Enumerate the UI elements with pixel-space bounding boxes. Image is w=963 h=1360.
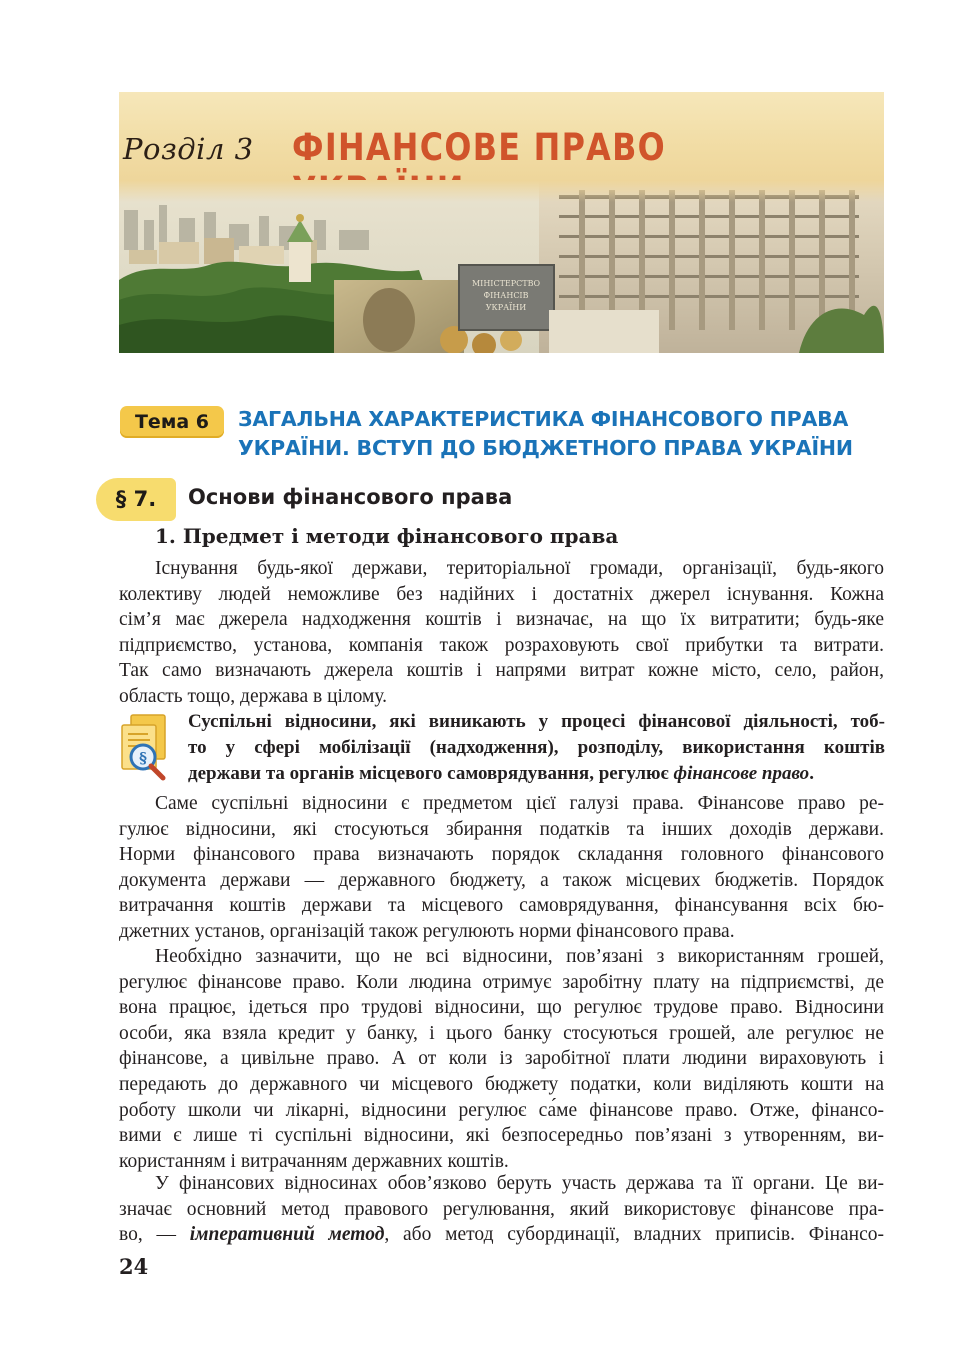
body-line: користанням і витрачанням державних коштів. (119, 1150, 509, 1172)
body-line: особи, яка взяла кредит у банку, і цього банку стосуються грошей, але регулює не (119, 1022, 884, 1044)
topic-title-line-1: ЗАГАЛЬНА ХАРАКТЕРИСТИКА ФІНАНСОВОГО ПРАВА (238, 407, 849, 431)
body-line: вона працює, ідеться про трудові відносини, що регулює трудове право. Відносини (119, 997, 884, 1019)
svg-text:§: § (139, 749, 147, 767)
body-line: документа держави — державного бюджету, а також місцевих бюджетів. Порядок (119, 869, 884, 891)
law-document-icon (119, 713, 175, 783)
paragraph-badge (96, 478, 176, 521)
chapter-title: ФІНАНСОВЕ ПРАВО (292, 126, 666, 169)
definition-line (188, 761, 885, 787)
body-line: Необхідно зазначити, що не всі відносини, пов’язані з використанням грошей, (155, 946, 884, 967)
body-line: Саме суспільні відносини є предметом цієї галузі права. Фінансове право ре- (155, 793, 884, 814)
section-heading: 1. Предмет і методи фінансового права (155, 524, 619, 548)
body-line: передають до державного чи місцевого бюджету податки, коли виділяють кошти на (119, 1074, 884, 1095)
body-line: гулює відносини, які стосуються збирання податків та інших доходів держави. (119, 818, 884, 840)
body-line: колективу людей неможливе без надійних і достатніх джерел існування. Кожна (119, 583, 884, 605)
sign-line-2: ФІНАНСІВ (483, 291, 529, 300)
paragraph-title: Основи фінансового права (188, 485, 513, 509)
body-line: підприємство, установа, компанія також розраховують свої прибутки та витрати. (119, 634, 884, 656)
body-line: значає основний метод правового регулювання, який використовує фінансове пра- (119, 1198, 884, 1220)
definition-end: . (809, 763, 814, 784)
body-line: Існування будь-якої держави, територіальної громади, організації, будь-якого (155, 558, 884, 579)
body-line: Норми фінансового права визначають порядок складання головного фінансового (119, 844, 884, 866)
body-line: витрачання коштів держави та місцевого самоврядування, фінансування всіх бю- (119, 895, 884, 917)
body-line: У фінансових відносинах обов’язково беруть участь держава та її органи. Це ви- (155, 1173, 884, 1194)
body-line (119, 1222, 884, 1248)
body-line: регулює фінансове право. Коли людина отримує заробітну плату на підприємстві, де (119, 971, 884, 993)
topic-badge-label: Тема 6 (134, 411, 210, 433)
definition-line: Суспільні відносини, які виникають у процесі фінансової діяльності, тоб- (188, 711, 885, 732)
chapter-banner (119, 92, 884, 353)
body-line: область тощо, держава в цілому. (119, 686, 388, 707)
banner-photo-collage (119, 180, 884, 353)
paragraph-number: § 7. (115, 487, 157, 511)
body-line: джетних установ, організацій також регулюють норми фінансового права. (119, 921, 735, 942)
topic-title (238, 405, 878, 463)
definition-block (188, 709, 885, 787)
body-text: во, — (119, 1224, 190, 1246)
definition-line: то у сфері мобілізації (надходження), розподілу, використання коштів (188, 737, 885, 758)
topic-title-line-2: УКРАЇНИ. ВСТУП ДО БЮДЖЕТНОГО ПРАВА УКРАЇНИ (238, 436, 853, 460)
method-term: імперативний метод (189, 1224, 385, 1246)
chapter-label: Розділ 3 (123, 132, 254, 166)
page-number: 24 (119, 1254, 149, 1279)
body-line: сім’я має джерела надходження коштів і визначає, на що їх витратити; будь-яке (119, 609, 884, 631)
body-line: Так само визначають джерела коштів і напрями витрат кожне місто, село, район, (119, 660, 884, 682)
definition-text: держави та органів місцевого самоврядування, регулює (188, 763, 674, 784)
body-line: фінансове, а цивільне право. А от коли із заробітної плати людини вираховують і (119, 1048, 884, 1070)
body-text: , або метод субординації, владних приписів. Фінансо- (384, 1224, 884, 1246)
definition-term: фінансове право (673, 763, 810, 784)
topic-badge (120, 406, 224, 438)
sign-line-3: УКРАЇНИ (485, 303, 527, 312)
body-line: вими є лише ті суспільні відносини, які безпосередньо пов’язані з утворенням, ви- (119, 1125, 884, 1147)
body-line: роботу школи чи лікарні, відносини регулює са́ме фінансове право. Отже, фінансо- (119, 1099, 884, 1121)
sign-line-1: МІНІСТЕРСТВО (471, 279, 541, 288)
